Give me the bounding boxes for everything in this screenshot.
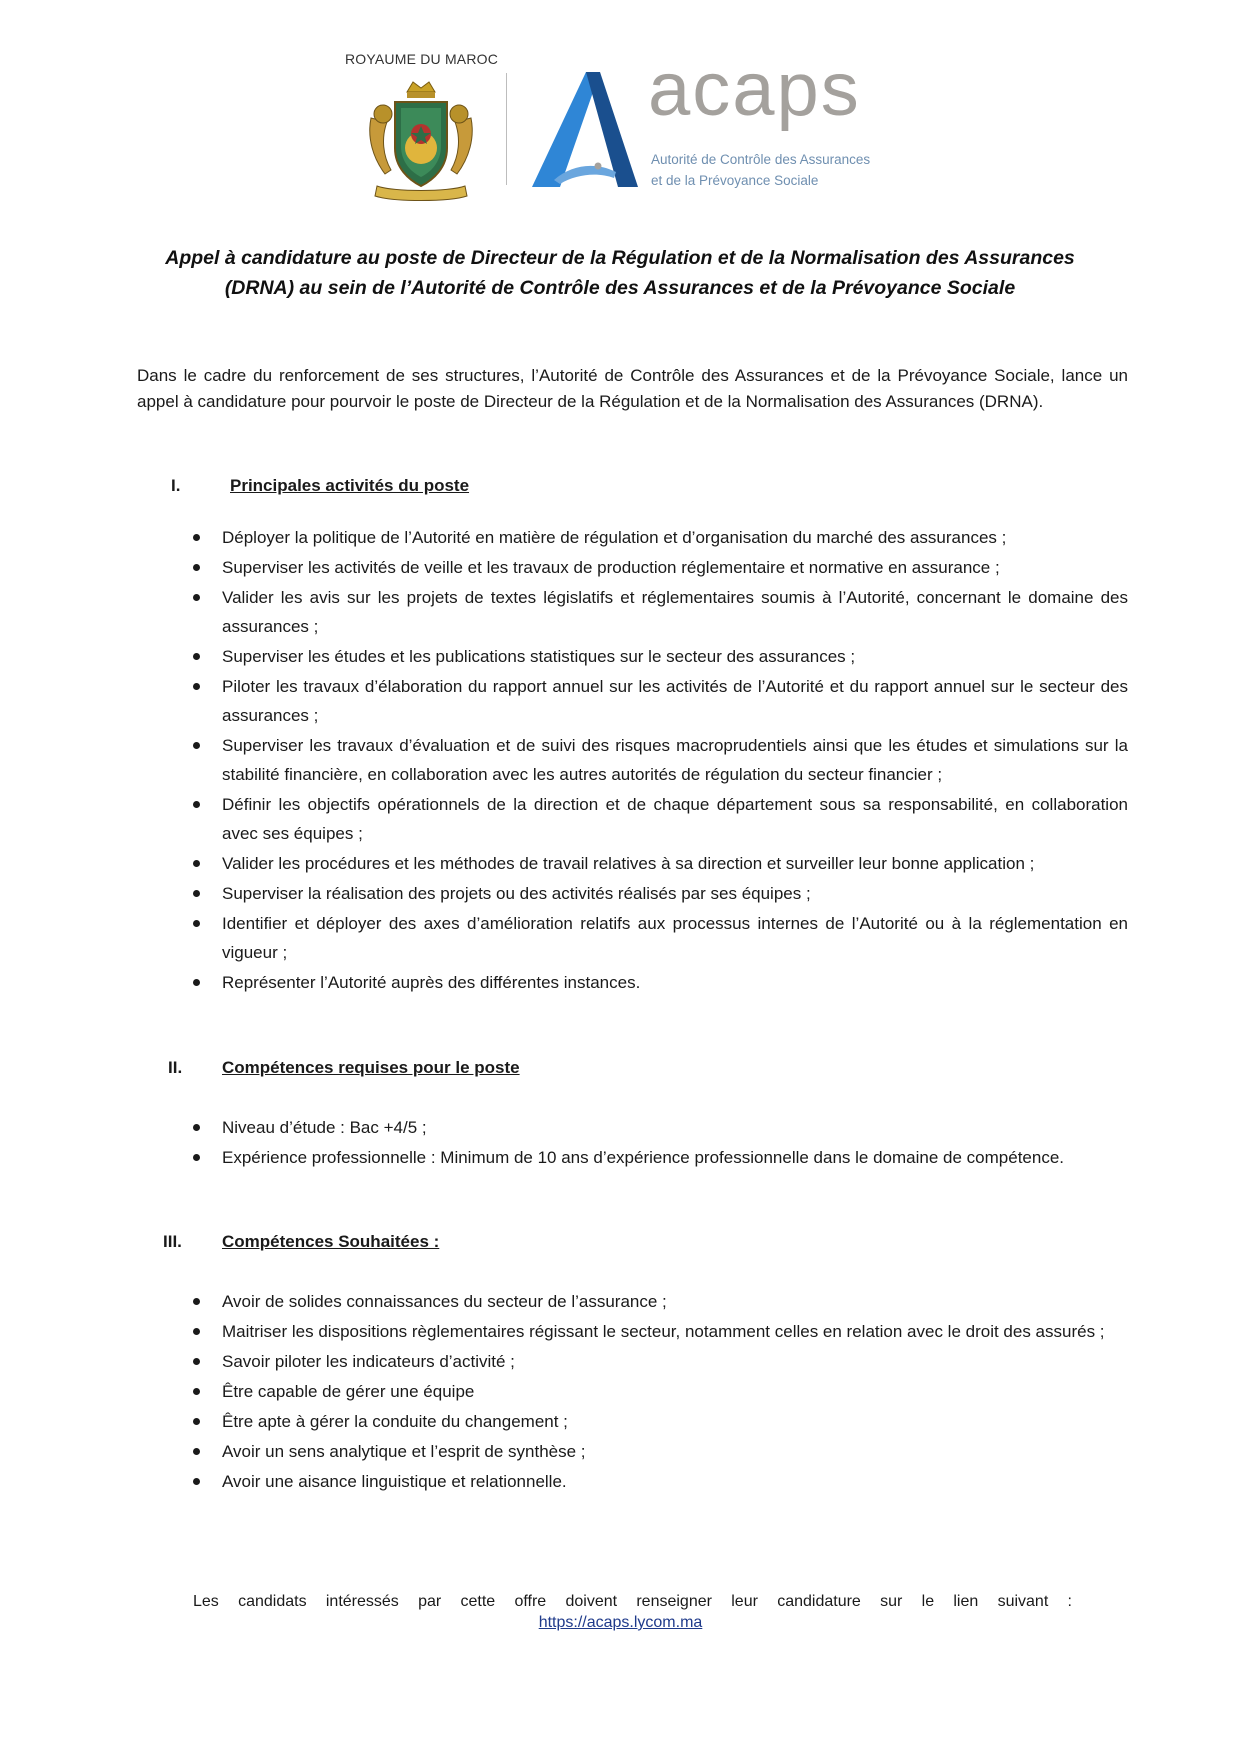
list-item [222,1407,1128,1436]
list-item [222,1317,1128,1346]
bullet-icon [193,653,200,660]
list-item-text: Être apte à gérer la conduite du changement ; [222,1412,568,1431]
section-title: Compétences requises pour le poste [222,1058,520,1077]
list-item [222,968,1128,997]
bullet-icon [193,890,200,897]
section-number: III. [163,1232,182,1251]
list-item [222,1467,1128,1496]
list-item-text: Expérience professionnelle : Minimum de 10 ans d’expérience professionnelle dans le domaine de compétence. [222,1148,1064,1167]
list-item [222,1437,1128,1466]
bullet-icon [193,1154,200,1161]
activities-list [222,523,1128,998]
logo-divider [506,73,507,185]
title-line-2: (DRNA) au sein de l’Autorité de Contrôle des Assurances et de la Prévoyance Sociale [224,277,1016,299]
title-line-1: Appel à candidature au poste de Directeur de la Régulation et de la Normalisation des Assurances [165,247,1075,269]
section-number: II. [168,1058,183,1077]
list-item [222,879,1128,908]
intro-paragraph: Dans le cadre du renforcement de ses structures, l’Autorité de Contrôle des Assurances et de la Prévoyance Sociale, lance un appel à candidature pour pourvoir le poste de Directeur de la Régulation et de la Normalisation des Assurances (DRNA). [137,366,1128,411]
bullet-icon [193,683,200,690]
list-item-text: Avoir un sens analytique et l’esprit de synthèse ; [222,1442,586,1461]
list-item [222,909,1128,967]
list-item-text: Superviser les études et les publications statistiques sur le secteur des assurances ; [222,647,856,666]
kingdom-label: ROYAUME DU MAROC [345,51,499,67]
list-item-text: Représenter l’Autorité auprès des différentes instances. [222,973,641,992]
list-item [222,849,1128,878]
list-item-text: Superviser les activités de veille et les travaux de production réglementaire et normative en assurance ; [222,558,1000,577]
application-instructions: Les candidats intéressés par cette offre doivent renseigner leur candidature sur le lien suivant : [193,1593,1072,1610]
list-item-text: Piloter les travaux d’élaboration du rapport annuel sur les activités de l’Autorité et du rapport annuel sur le secteur des assurances ; [222,677,1128,725]
desired-skills-list [222,1287,1128,1497]
list-item-text: Avoir de solides connaissances du secteur de l’assurance ; [222,1292,667,1311]
list-item [222,1377,1128,1406]
list-item [222,1143,1128,1172]
bullet-icon [193,594,200,601]
bullet-icon [193,1388,200,1395]
list-item-text: Valider les avis sur les projets de textes législatifs et réglementaires soumis à l’Autorité, concernant le domaine des assurances ; [222,588,1128,636]
bullet-icon [193,1418,200,1425]
list-item-text: Déployer la politique de l’Autorité en matière de régulation et d’organisation du marché des assurances ; [222,528,1007,547]
document-header [0,0,1241,210]
bullet-icon [193,1298,200,1305]
list-item [222,731,1128,789]
list-item-text: Définir les objectifs opérationnels de la direction et de chaque département sous sa responsabilité, en collaboration avec ses équipes ; [222,795,1128,843]
list-item [222,790,1128,848]
bullet-icon [193,1358,200,1365]
bullet-icon [193,742,200,749]
list-item [222,642,1128,671]
section-title: Compétences Souhaitées : [222,1232,440,1251]
list-item [222,1287,1128,1316]
bullet-icon [193,564,200,571]
list-item-text: Superviser la réalisation des projets ou des activités réalisés par ses équipes ; [222,884,811,903]
list-item-text: Superviser les travaux d’évaluation et de suivi des risques macroprudentiels ainsi que les études et simulations sur la stabilité financière, en collaboration avec les autres autorités de régulation du secteur financier ; [222,736,1128,784]
list-item-text: Maitriser les dispositions règlementaires régissant le secteur, notamment celles en relation avec le droit des assurés ; [222,1322,1105,1341]
list-item [222,1347,1128,1376]
required-skills-list [222,1113,1128,1173]
page-title [140,243,1100,303]
acaps-logo-icon [532,72,638,187]
list-item-text: Niveau d’étude : Bac +4/5 ; [222,1118,427,1137]
acaps-tagline [651,149,870,191]
section-number: I. [171,476,181,495]
list-item-text: Identifier et déployer des axes d’amélioration relatifs aux processus internes de l’Autorité ou à la réglementation en vigueur ; [222,914,1128,962]
bullet-icon [193,860,200,867]
list-item-text: Être capable de gérer une équipe [222,1382,475,1401]
list-item-text: Avoir une aisance linguistique et relationnelle. [222,1472,567,1491]
list-item [222,1113,1128,1142]
bullet-icon [193,1478,200,1485]
list-item [222,672,1128,730]
tagline-line-2: et de la Prévoyance Sociale [651,173,819,188]
list-item [222,583,1128,641]
bullet-icon [193,534,200,541]
application-link[interactable]: https://acaps.lycom.ma [538,1614,703,1631]
bullet-icon [193,1448,200,1455]
bullet-icon [193,1328,200,1335]
bullet-icon [193,920,200,927]
acaps-wordmark: acaps [648,47,861,132]
list-item-text: Savoir piloter les indicateurs d’activité ; [222,1352,515,1371]
bullet-icon [193,979,200,986]
list-item [222,523,1128,552]
section-title: Principales activités du poste [230,476,470,495]
list-item-text: Valider les procédures et les méthodes de travail relatives à sa direction et surveiller leur bonne application ; [222,854,1035,873]
tagline-line-1: Autorité de Contrôle des Assurances [651,152,871,167]
bullet-icon [193,801,200,808]
list-item [222,553,1128,582]
coat-of-arms-icon [363,78,479,204]
bullet-icon [193,1124,200,1131]
